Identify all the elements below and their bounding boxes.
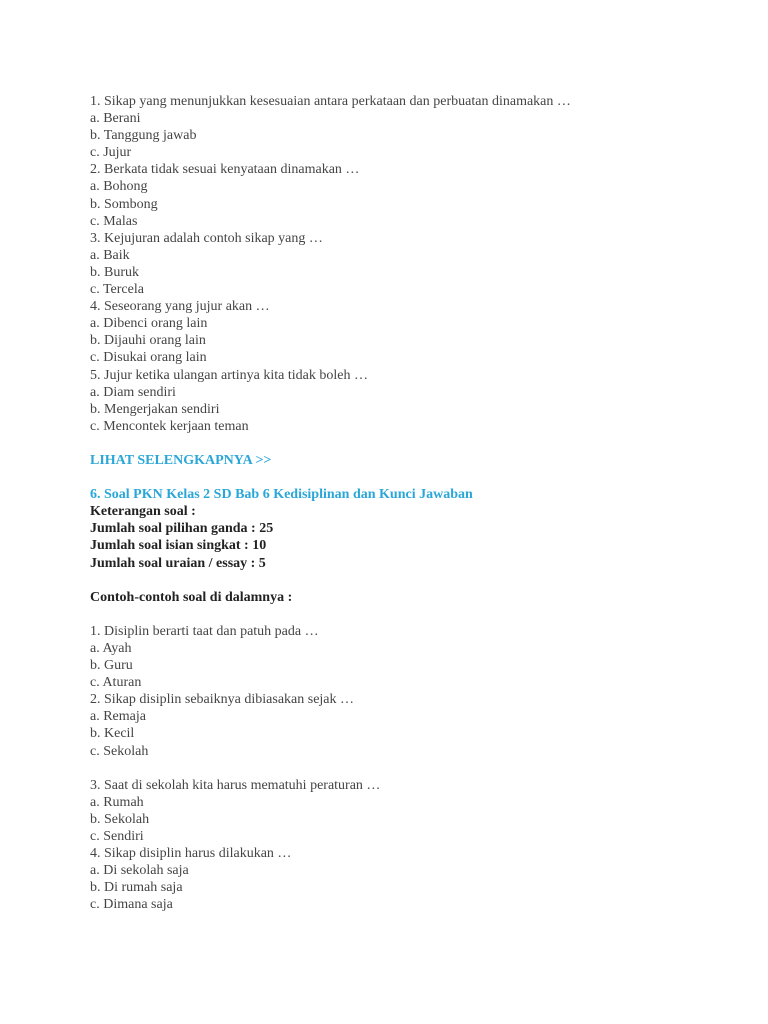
option-line: a. Rumah xyxy=(90,794,144,810)
option-line: b. Dijauhi orang lain xyxy=(90,333,206,349)
option-line: b. Buruk xyxy=(90,264,139,280)
option-line: c. Disukai orang lain xyxy=(90,350,207,366)
option-line: a. Bohong xyxy=(90,179,148,195)
spacer xyxy=(90,606,730,623)
document-page xyxy=(90,93,730,914)
question-line: 2. Berkata tidak sesuai kenyataan dinamakan … xyxy=(90,162,360,178)
option-line: c. Jujur xyxy=(90,145,132,161)
info-line: Jumlah soal pilihan ganda : 25 xyxy=(90,521,274,537)
question-line: 1. Sikap yang menunjukkan kesesuaian antara perkataan dan perbuatan dinamakan … xyxy=(90,94,571,109)
option-line: a. Baik xyxy=(90,247,130,263)
option-line: c. Aturan xyxy=(90,675,142,691)
spacer xyxy=(90,469,730,486)
info-heading: Keterangan soal : xyxy=(90,504,196,520)
spacer xyxy=(90,572,730,589)
question-line: 3. Kejujuran adalah contoh sikap yang … xyxy=(90,230,323,246)
question-line: 1. Disiplin berarti taat dan patuh pada … xyxy=(90,623,319,639)
quiz-block-honesty xyxy=(90,93,730,435)
option-line: b. Tanggung jawab xyxy=(90,128,197,144)
option-line: b. Guru xyxy=(90,658,133,674)
question-line: 5. Jujur ketika ulangan artinya kita tidak boleh … xyxy=(90,367,368,383)
info-line: Jumlah soal isian singkat : 10 xyxy=(90,538,267,554)
read-more-link[interactable]: LIHAT SELENGKAPNYA >> xyxy=(90,452,272,468)
question-line: 4. Sikap disiplin harus dilakukan … xyxy=(90,846,292,862)
option-line: a. Dibenci orang lain xyxy=(90,316,208,332)
option-line: c. Malas xyxy=(90,213,138,229)
option-line: c. Tercela xyxy=(90,282,144,298)
option-line: c. Mencontek kerjaan teman xyxy=(90,418,249,434)
question-line: 2. Sikap disiplin sebaiknya dibiasakan sejak … xyxy=(90,692,355,708)
option-line: c. Dimana saja xyxy=(90,897,173,913)
option-line: b. Sekolah xyxy=(90,811,150,827)
option-line: b. Sombong xyxy=(90,196,158,212)
question-line: 4. Seseorang yang jujur akan … xyxy=(90,299,270,315)
quiz-block-discipline-1 xyxy=(90,623,730,760)
option-line: c. Sekolah xyxy=(90,743,149,759)
examples-heading: Contoh-contoh soal di dalamnya : xyxy=(90,589,293,605)
section-title-link[interactable]: 6. Soal PKN Kelas 2 SD Bab 6 Kedisiplinan dan Kunci Jawaban xyxy=(90,487,473,503)
option-line: a. Diam sendiri xyxy=(90,384,176,400)
option-line: a. Remaja xyxy=(90,709,146,725)
info-line: Jumlah soal uraian / essay : 5 xyxy=(90,555,266,571)
option-line: a. Ayah xyxy=(90,641,132,656)
quiz-block-discipline-2 xyxy=(90,777,730,914)
spacer xyxy=(90,435,730,452)
option-line: b. Di rumah saja xyxy=(90,880,183,896)
spacer xyxy=(90,760,730,777)
option-line: a. Berani xyxy=(90,111,141,127)
option-line: a. Di sekolah saja xyxy=(90,863,189,879)
option-line: b. Kecil xyxy=(90,726,135,742)
option-line: c. Sendiri xyxy=(90,829,144,845)
question-line: 3. Saat di sekolah kita harus mematuhi peraturan … xyxy=(90,777,381,793)
section-info xyxy=(90,503,730,571)
option-line: b. Mengerjakan sendiri xyxy=(90,401,220,417)
